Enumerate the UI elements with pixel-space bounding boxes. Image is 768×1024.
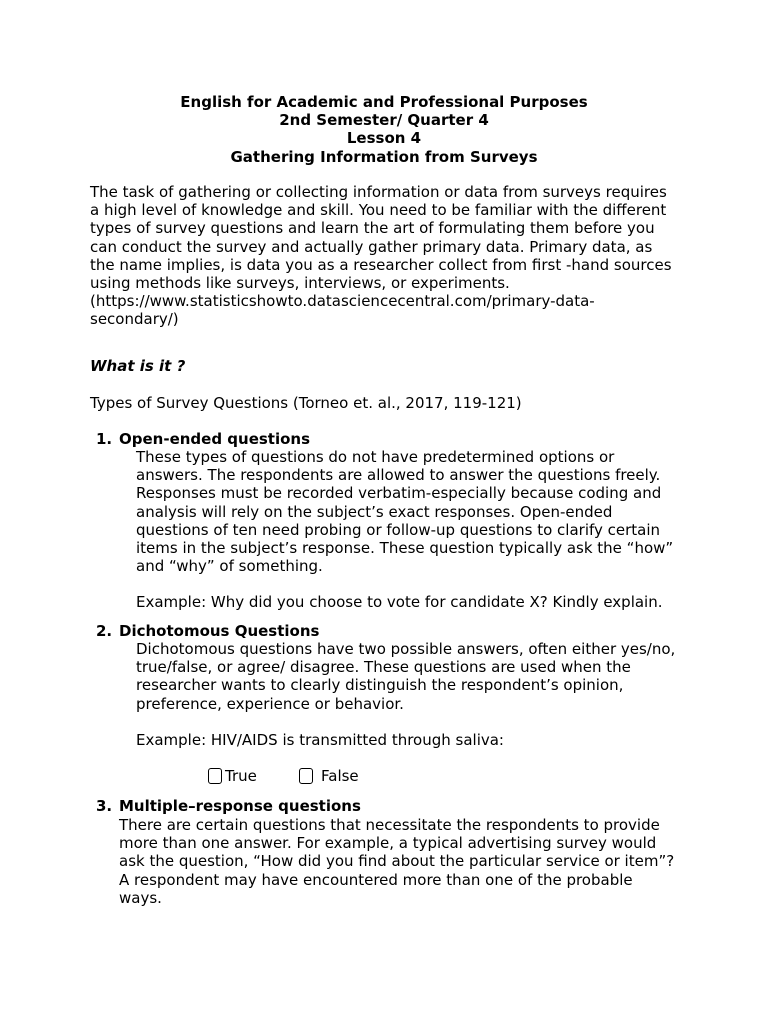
item-3-body <box>119 816 699 907</box>
item-1-heading <box>96 430 310 448</box>
choice-false[interactable] <box>299 767 359 785</box>
intro-line: the name implies, is data you as a researcher collect from first -hand sources <box>90 255 672 274</box>
item-2-heading <box>96 622 319 640</box>
intro-line: can conduct the survey and actually gather primary data. Primary data, as <box>90 237 653 256</box>
item-1-example: Example: Why did you choose to vote for candidate X? Kindly explain. <box>136 593 663 611</box>
item-line: true/false, or agree/ disagree. These questions are used when the <box>136 658 631 677</box>
intro-link-line: (https://www.statisticshowto.datasciencecentral.com/primary-data- <box>90 292 595 311</box>
intro-line: using methods like surveys, interviews, or experiments. <box>90 274 510 293</box>
item-number: 1. <box>96 430 113 448</box>
intro-line: types of survey questions and learn the art of formulating them before you <box>90 219 655 238</box>
item-line: answers. The respondents are allowed to answer the questions freely. <box>136 466 661 485</box>
item-line: Responses must be recorded verbatim-especially because coding and <box>136 484 662 503</box>
item-title: Multiple–response questions <box>119 797 361 815</box>
item-line: and “why” of something. <box>136 557 323 576</box>
item-line: ways. <box>119 888 162 907</box>
item-line: analysis will rely on the subject’s exact responses. Open-ended <box>136 502 613 521</box>
item-line: questions of ten need probing or follow-up questions to clarify certain <box>136 520 661 539</box>
item-3-heading <box>96 797 361 815</box>
lesson-line: Lesson 4 <box>346 129 422 148</box>
choice-true[interactable] <box>208 767 257 785</box>
item-line: researcher wants to clearly distinguish the respondent’s opinion, <box>136 676 624 695</box>
item-2-body <box>136 640 696 713</box>
checkbox-icon[interactable] <box>299 768 313 784</box>
item-title: Open-ended questions <box>119 430 311 448</box>
item-title: Dichotomous Questions <box>119 622 320 640</box>
what-is-it-heading: What is it ? <box>90 357 186 375</box>
item-line: A respondent may have encountered more than one of the probable <box>119 870 633 889</box>
item-line: more than one answer. For example, a typical advertising survey would <box>119 834 657 853</box>
lesson-topic: Gathering Information from Surveys <box>230 147 538 166</box>
item-line: Dichotomous questions have two possible answers, often either yes/no, <box>136 640 676 658</box>
item-line: These types of questions do not have predetermined options or <box>136 448 615 466</box>
item-1-body <box>136 448 696 575</box>
types-heading: Types of Survey Questions (Torneo et. al., 2017, 119-121) <box>90 394 522 412</box>
semester-line: 2nd Semester/ Quarter 4 <box>279 111 489 130</box>
item-number: 2. <box>96 622 113 640</box>
intro-line: The task of gathering or collecting information or data from surveys requires <box>90 183 667 201</box>
item-line: items in the subject’s response. These question typically ask the “how” <box>136 539 674 558</box>
intro-line: a high level of knowledge and skill. You need to be familiar with the different <box>90 201 667 220</box>
intro-paragraph <box>90 183 690 329</box>
intro-link-line: secondary/) <box>90 310 179 329</box>
choice-label: False <box>321 767 359 785</box>
item-number: 3. <box>96 797 113 815</box>
item-line: ask the question, “How did you find about the particular service or item”? <box>119 852 675 871</box>
item-line: preference, experience or behavior. <box>136 694 404 713</box>
choice-label: True <box>225 767 257 785</box>
item-2-example: Example: HIV/AIDS is transmitted through saliva: <box>136 731 504 749</box>
item-line: There are certain questions that necessitate the respondents to provide <box>119 816 660 834</box>
document-header <box>0 93 768 166</box>
course-title: English for Academic and Professional Purposes <box>180 93 588 111</box>
checkbox-icon[interactable] <box>208 768 222 784</box>
